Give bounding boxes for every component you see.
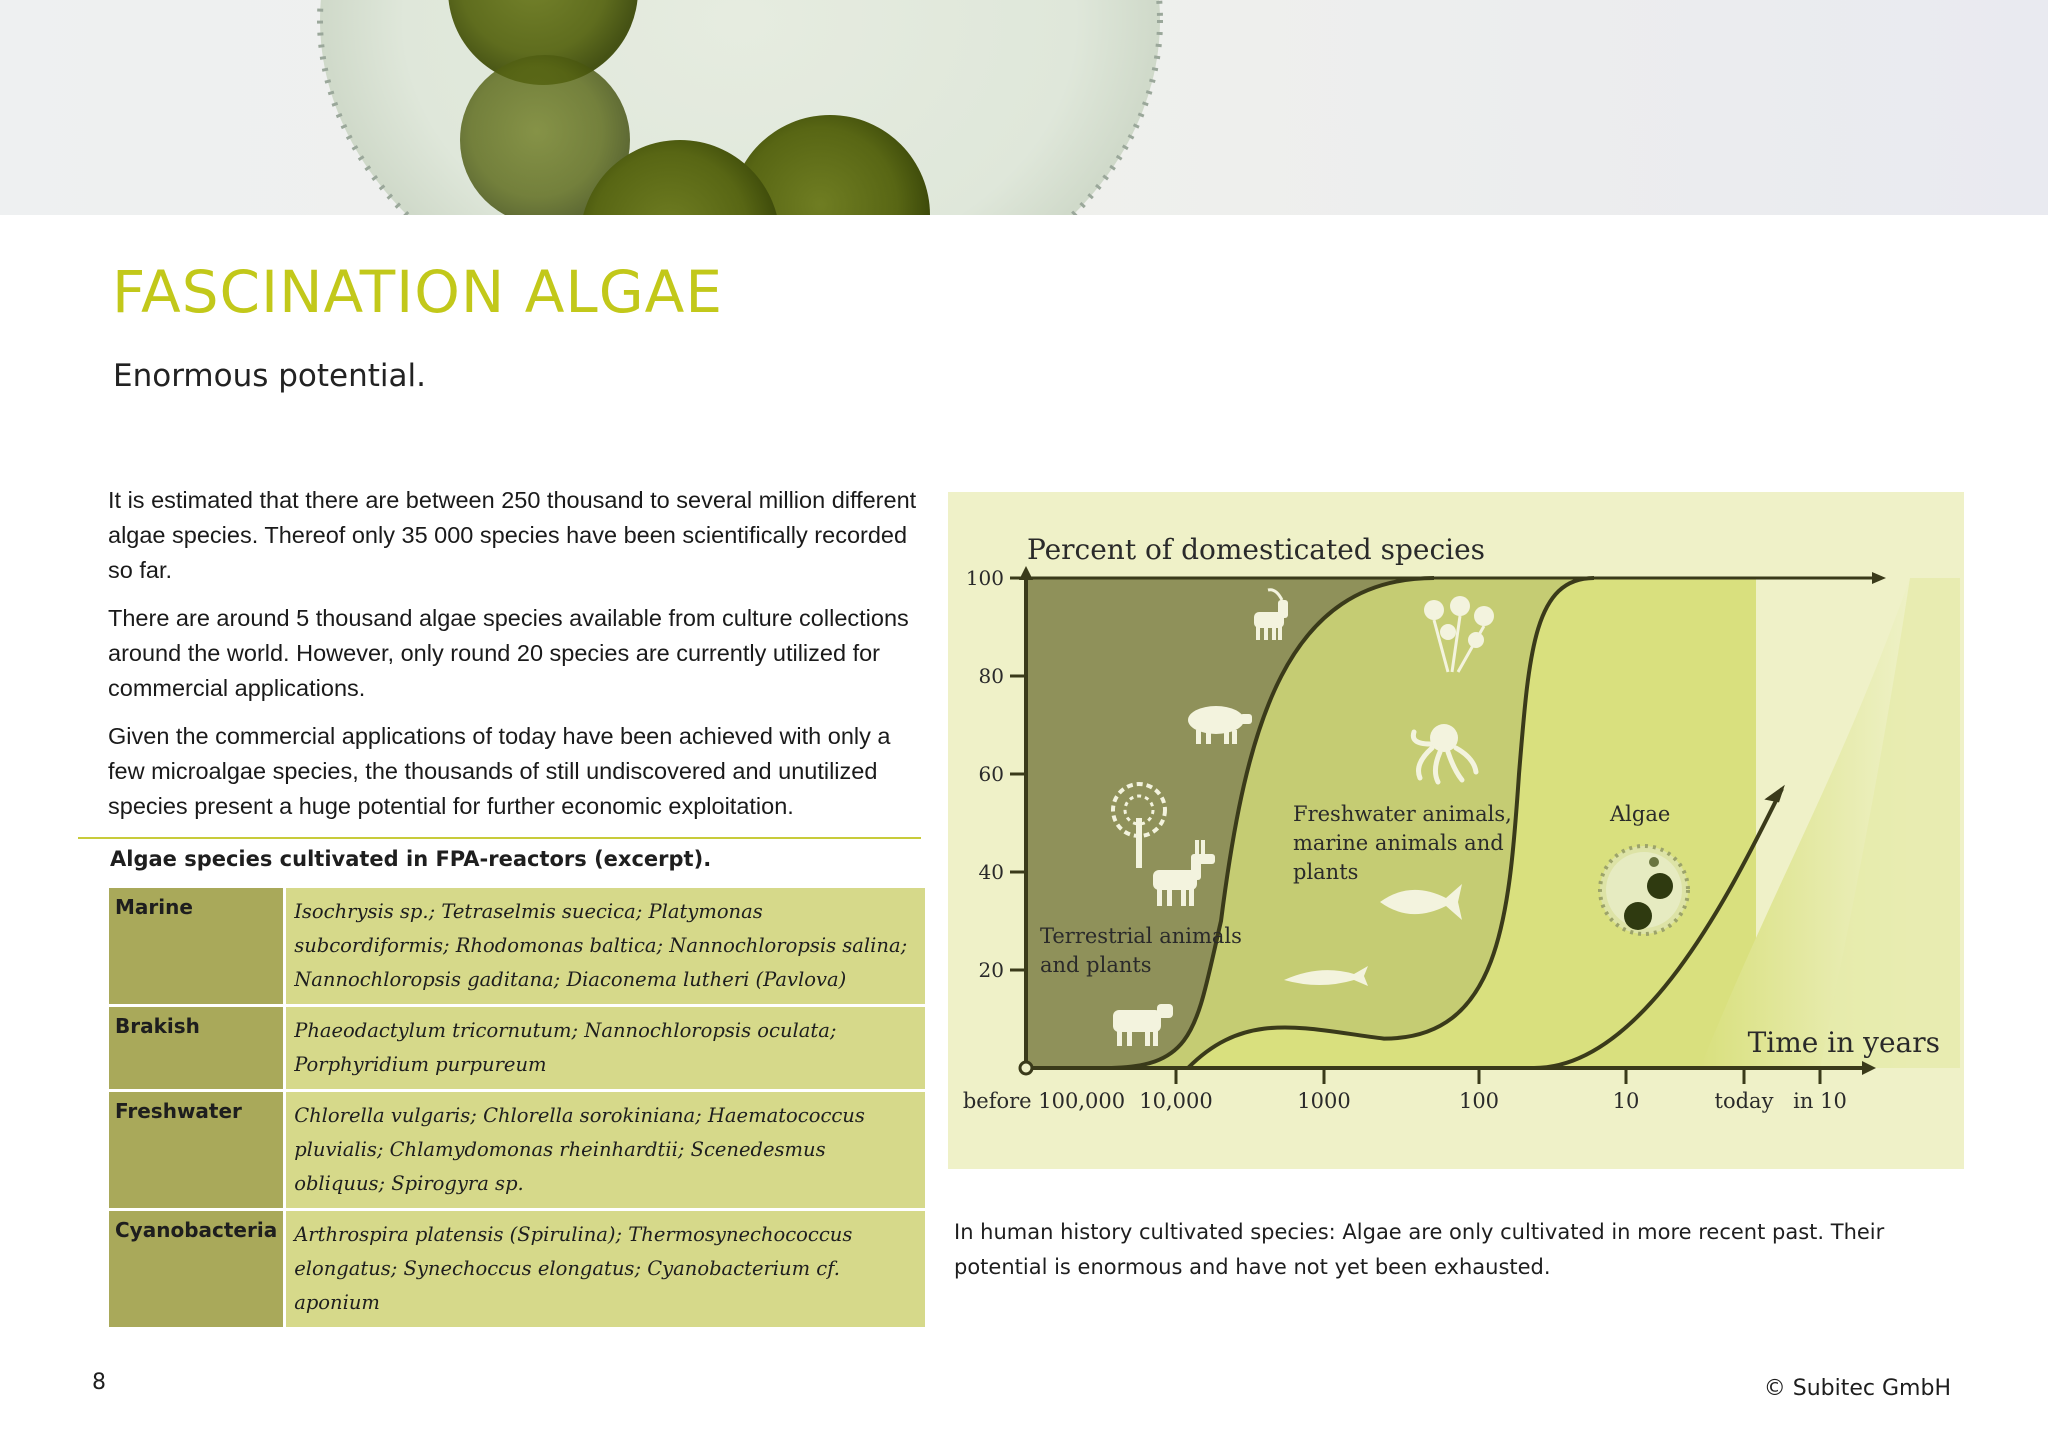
species-list: Phaeodactylum tricornutum; Nannochloropsis oculata; Porphyridium purpureum (285, 1006, 927, 1091)
algae-species-table (106, 885, 928, 1330)
section-divider (78, 837, 921, 839)
page-title: FASCINATION ALGAE (112, 258, 723, 326)
x-axis-title: Time in years (1747, 1026, 1940, 1059)
x-tick-label: today (1714, 1089, 1774, 1113)
table-row (108, 1006, 927, 1091)
copyright-notice: © Subitec GmbH (1763, 1376, 1951, 1401)
x-tick-label: in 10 (1793, 1089, 1847, 1113)
series-label-line: and plants (1040, 953, 1152, 977)
table-row (108, 1091, 927, 1210)
habitat-label: Brakish (108, 1006, 285, 1091)
page-number: 8 (92, 1370, 106, 1395)
series-label-algae: Algae (1610, 802, 1671, 826)
domestication-chart (948, 492, 1964, 1169)
y-tick-label: 40 (978, 860, 1004, 884)
x-tick-label: 10 (1612, 1089, 1640, 1113)
table-row (108, 887, 927, 1006)
axis-origin (1020, 1062, 1032, 1074)
y-axis-title: Percent of domesticated species (1027, 533, 1486, 566)
series-label-line: Terrestrial animals (1040, 924, 1242, 948)
habitat-label: Marine (108, 887, 285, 1006)
x-tick-label: 100 (1458, 1089, 1500, 1113)
page-subtitle: Enormous potential. (113, 358, 426, 394)
habitat-label: Cyanobacteria (108, 1210, 285, 1329)
series-label-line: Freshwater animals, (1293, 802, 1512, 826)
species-list: Isochrysis sp.; Tetraselmis suecica; Platymonas subcordiformis; Rhodomonas baltica; Nannochloropsis salina; Nannochloropsis gaditana; Diaconema lutheri (Pavlova) (285, 887, 927, 1006)
intro-paragraph: Given the commercial applications of today have been achieved with only a few microalgae species, the thousands of still undiscovered and unutilized species present a huge potential for further economic exploitation. (108, 723, 891, 819)
chart-caption: In human history cultivated species: Algae are only cultivated in more recent past. Their potential is enormous and have not yet been exhausted. (954, 1220, 1885, 1279)
habitat-label: Freshwater (108, 1091, 285, 1210)
species-list: Chlorella vulgaris; Chlorella sorokiniana; Haematococcus pluvialis; Chlamydomonas rheinhardtii; Scenedesmus obliquus; Spirogyra sp. (285, 1091, 927, 1210)
table-row (108, 1210, 927, 1329)
table-caption: Algae species cultivated in FPA-reactors (excerpt). (110, 847, 712, 871)
intro-paragraph: There are around 5 thousand algae species available from culture collections around the world. However, only round 20 species are currently utilized for commercial applications. (108, 605, 909, 701)
y-tick-label: 20 (978, 958, 1004, 982)
x-tick-label: before 100,000 (962, 1089, 1126, 1113)
series-label-line: plants (1293, 860, 1359, 884)
intro-text (108, 483, 918, 837)
algae-cell-icon (1600, 846, 1688, 934)
series-label-line: marine animals and (1293, 831, 1504, 855)
y-tick-label: 80 (978, 664, 1004, 688)
species-list: Arthrospira platensis (Spirulina); Thermosynechococcus elongatus; Synechoccus elongatus; Cyanobacterium cf. aponium (285, 1210, 927, 1329)
intro-paragraph: It is estimated that there are between 250 thousand to several million different algae species. Thereof only 35 000 species have been scientifically recorded so far. (108, 487, 917, 583)
hero-image (0, 0, 2048, 215)
y-tick-label: 60 (978, 762, 1004, 786)
y-tick-label: 100 (965, 566, 1004, 590)
x-tick-label: 10,000 (1139, 1089, 1213, 1113)
x-tick-label: 1000 (1297, 1089, 1351, 1113)
